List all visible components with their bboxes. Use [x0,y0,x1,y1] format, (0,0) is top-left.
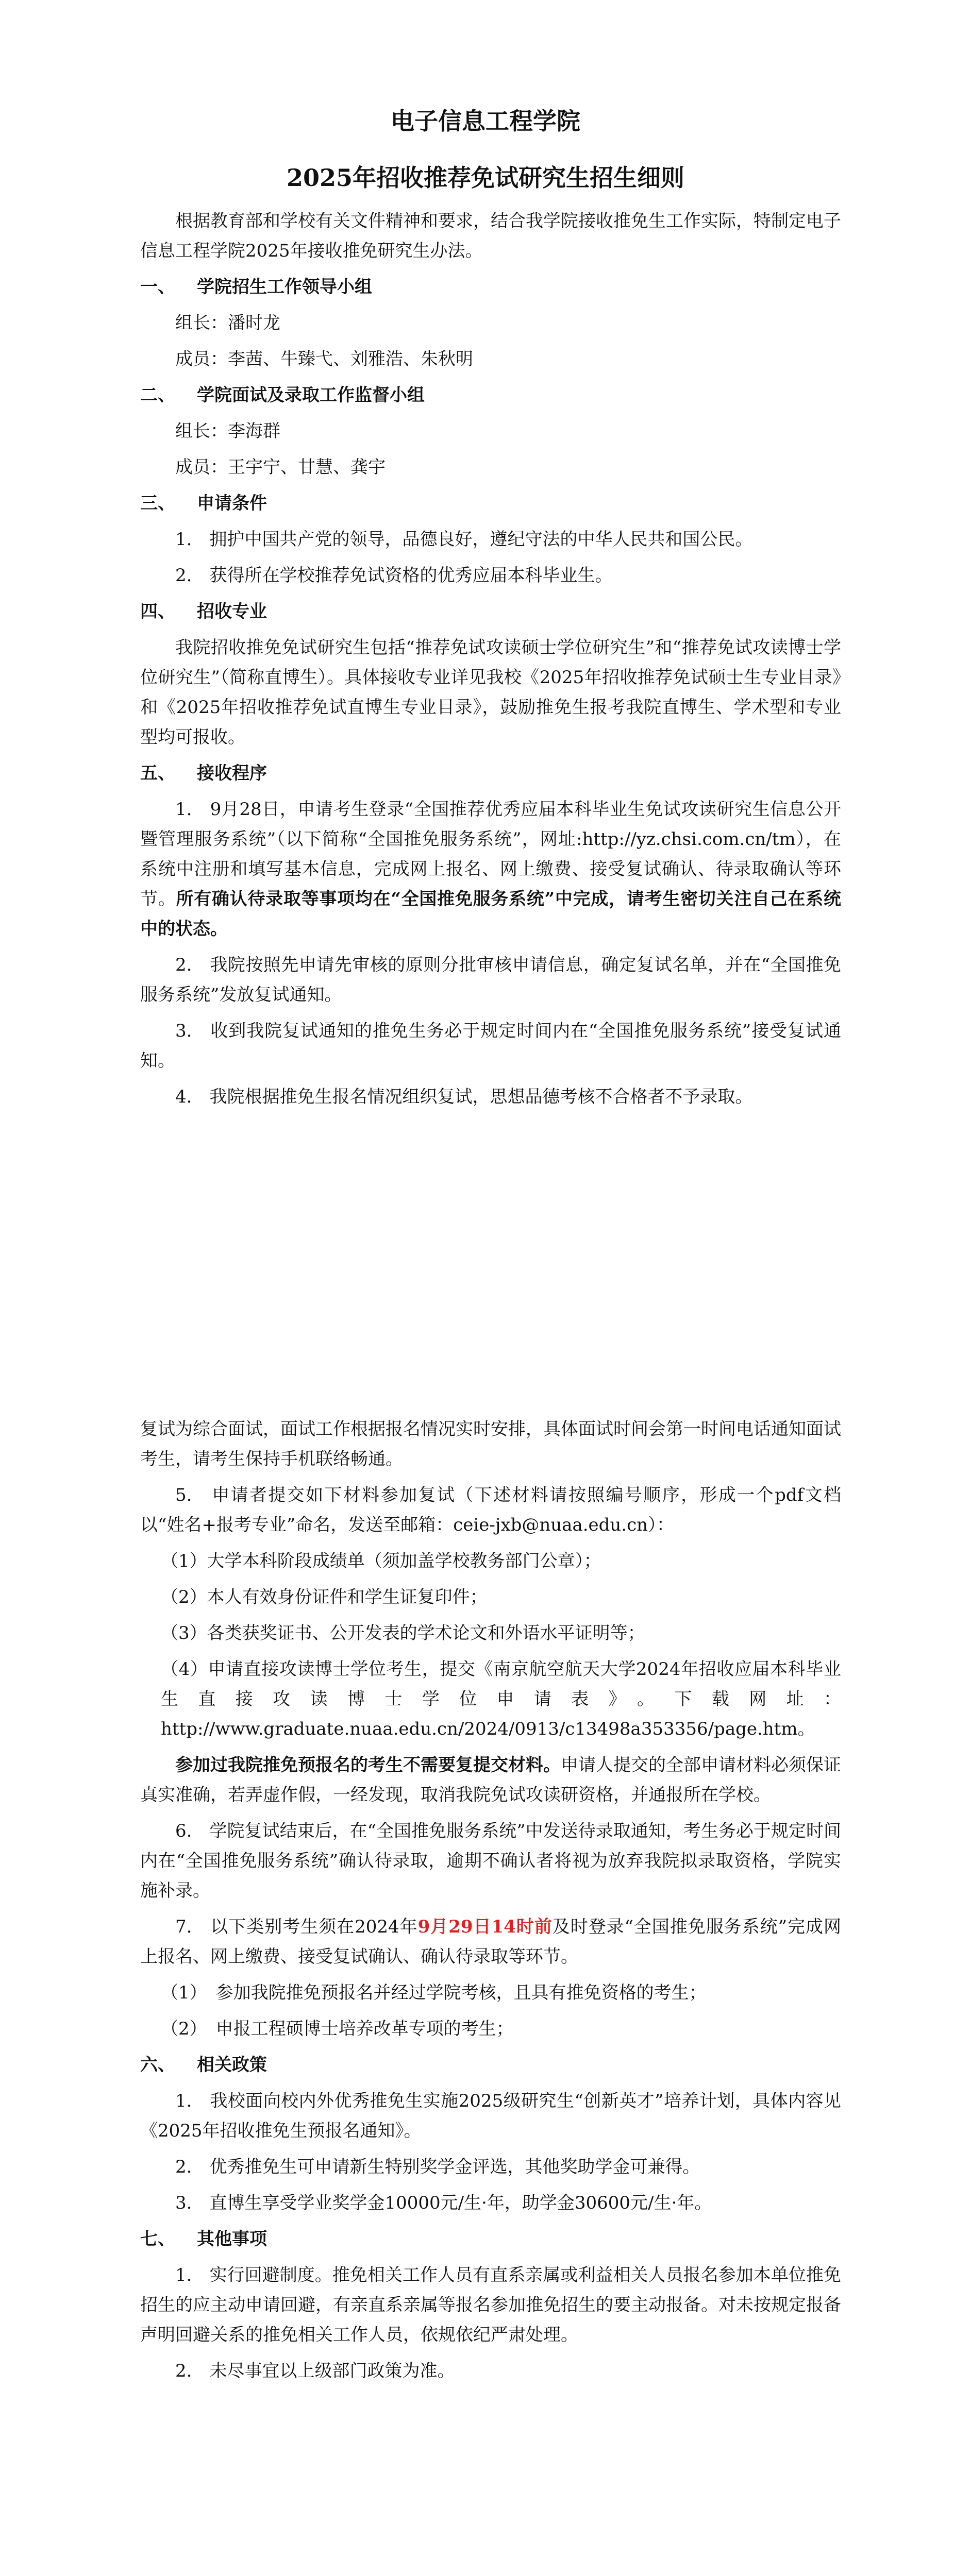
section-5-item-5: 5. 申请者提交如下材料参加复试（下述材料请按照编号顺序，形成一个pdf文档以“姓名+报考专业”命名，发送至邮箱：ceie-jxb@nuaa.edu.cn）： [140,1485,841,1535]
materials-list-item-4: （4）申请直接攻读博士学位考生，提交《南京航空航天大学2024年招收应届本科毕业生直接攻读博士学位申请表》。下载网址：http://www.graduate.nuaa.edu.cn/2024/0913/c13498a353356/page.htm。 [161,1659,841,1739]
section-4-text: 我院招收推免免试研究生包括“推荐免试攻读硕士学位研究生”和“推荐免试攻读博士学位研究生”（简称直博生）。具体接收专业详见我校《2025年招收推荐免试硕士生专业目录》和《2025年招收推荐免试直博生专业目录》，鼓励推免生报考我院直博生、学术型和专业型均可报收。 [140,637,841,748]
section-6-item-3: 3. 直博生享受学业奖学金10000元/生·年，助学金30600元/生·年。 [175,2193,712,2213]
materials-list-item-3: （3）各类获奖证书、公开发表的学术论文和外语水平证明等； [161,1623,645,1643]
section-5-heading: 五、 接收程序 [140,763,267,784]
item-7-sub-1: （1） 参加我院推免预报名并经过学院考核，且具有推免资格的考生； [161,1982,707,2003]
section-7-heading: 七、 其他事项 [140,2229,267,2249]
materials-list-item-2: （2）本人有效身份证件和学生证复印件； [161,1587,488,1607]
section-5-item-3: 3. 收到我院复试通知的推免生务必于规定时间内在“全国推免服务系统”接受复试通知。 [140,1021,841,1071]
section-3-heading: 三、 申请条件 [140,493,267,514]
college-title: 电子信息工程学院 [391,107,580,135]
section-6-item-2: 2. 优秀推免生可申请新生特别奖学金评选，其他奖助学金可兼得。 [175,2157,700,2177]
section-6-heading: 六、 相关政策 [140,2055,267,2075]
section-7-item-1: 1. 实行回避制度。推免相关工作人员有直系亲属或利益相关人员报名参加本单位推免招生的应主动申请回避，有亲直系亲属等报名参加推免招生的要主动报备。对未按规定报备声明回避关系的推免相关工作人员，依规依纪严肃处理。 [140,2265,841,2345]
page-one-body [140,206,841,1118]
section-5-item-4: 4. 我院根据推免生报名情况组织复试，思想品德考核不合格者不予录取。 [175,1087,753,1107]
section-5-item-7: 7. 以下类别考生须在2024年9月29日14时前及时登录“全国推免服务系统”完成网上报名、网上缴费、接受复试确认、确认待录取等环节。 [140,1917,842,1967]
section-2-heading: 二、 学院面试及录取工作监督小组 [140,385,425,405]
section-1-members: 成员：李茜、牛臻弋、刘雅浩、朱秋明 [175,349,473,369]
section-5-continued: 复试为综合面试，面试工作根据报名情况实时安排，具体面试时间会第一时间电话通知面试考生，请考生保持手机联络畅通。 [140,1419,841,1469]
section-4-heading: 四、 招收专业 [140,601,267,622]
deadline-date: 9月29日14时前 [417,1917,553,1937]
section-1-heading: 一、 学院招生工作领导小组 [140,277,372,297]
section-2-leader: 组长：李海群 [175,421,280,442]
section-5-item-2: 2. 我院按照先申请先审核的原则分批审核申请信息，确定复试名单，并在“全国推免服务系统”发放复试通知。 [140,955,841,1005]
section-7-item-2: 2. 未尽事宜以上级部门政策为准。 [175,2361,455,2381]
document-title: 2025年招收推荐免试研究生招生细则 [286,164,685,192]
materials-list-item-1: （1）大学本科阶段成绩单（须加盖学校教务部门公章）； [161,1551,601,1571]
page-two-body [140,1414,841,2392]
section-2-members: 成员：王宇宁、甘慧、龚宇 [175,457,386,478]
item-7-sub-2: （2） 申报工程硕博士培养改革专项的考生； [161,2019,514,2039]
section-3-item-2: 2. 获得所在学校推荐免试资格的优秀应届本科毕业生。 [175,565,613,586]
section-5-item-6: 6. 学院复试结束后，在“全国推免服务系统”中发送待录取通知，考生务必于规定时间内在“全国推免服务系统”确认待录取，逾期不确认者将视为放弃我院拟录取资格，学院实施补录。 [140,1821,841,1901]
section-3-item-1: 1. 拥护中国共产党的领导，品德良好，遵纪守法的中华人民共和国公民。 [175,529,753,550]
section-5-item-1: 1. 9月28日，申请考生登录“全国推荐优秀应届本科毕业生免试攻读研究生信息公开暨管理服务系统”（以下简称“全国推免服务系统”，网址:http://yz.chsi.com.cn/tm），在系统中注册和填写基本信息，完成网上报名、网上缴费、接受复试确认、待录取确认等环节。所有确认待录取等事项均在“全国推免服务系统”中完成，请考生密切关注自己在系统中的状态。 [140,799,841,939]
materials-note: 参加过我院推免预报名的考生不需要复提交材料。申请人提交的全部申请材料必须保证真实准确，若弄虚作假，一经发现，取消我院免试攻读研资格，并通报所在学校。 [140,1755,841,1805]
intro-paragraph: 根据教育部和学校有关文件精神和要求，结合我学院接收推免生工作实际，特制定电子信息工程学院2025年接收推免研究生办法。 [140,211,841,261]
section-1-leader: 组长：潘时龙 [175,313,280,333]
section-6-item-1: 1. 我校面向校内外优秀推免生实施2025级研究生“创新英才”培养计划，具体内容见《2025年招收推免生预报名通知》。 [140,2091,841,2141]
